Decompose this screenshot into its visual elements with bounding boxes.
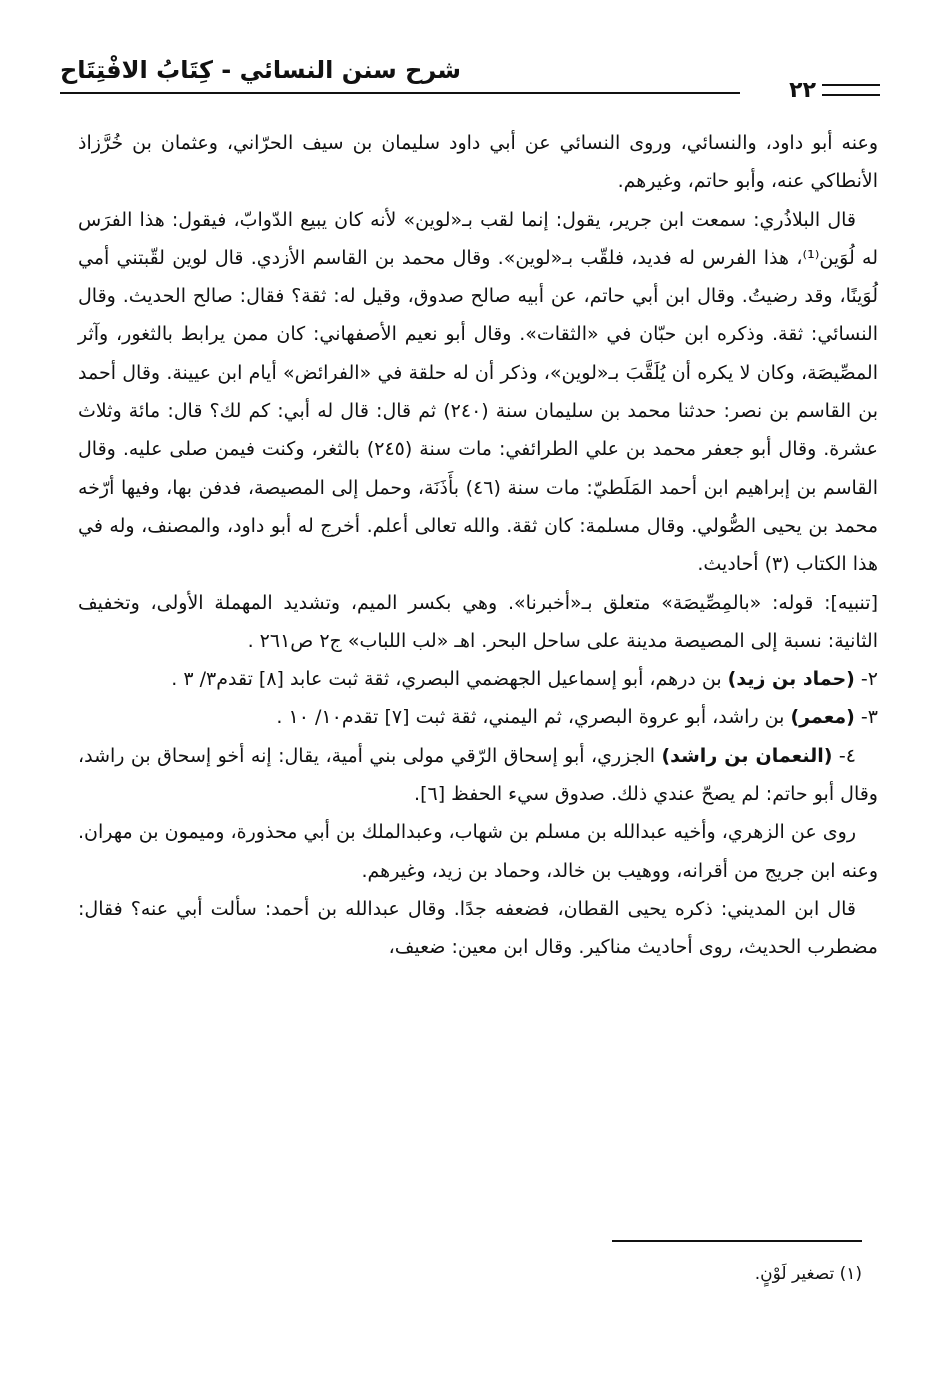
narrator-name: (حماد بن زيد) (727, 668, 855, 691)
entry-number: ٢- (854, 668, 878, 691)
entry-number: ٣- (854, 706, 878, 729)
paragraph-narrator-3 (78, 698, 878, 736)
page-number-rule-bottom (822, 94, 880, 96)
paragraph-narrator-4 (78, 737, 878, 814)
page-number: ٢٢ (789, 78, 816, 103)
entry-number: ٤- (832, 744, 856, 767)
main-text (78, 124, 878, 967)
page-number-rule-top (822, 84, 880, 86)
paragraph-biography: قال البلاذُري: سمعت ابن جرير، يقول: إنما لقب بـ«لوين» لأنه كان يبيع الدّوابّ، فيقول: هذا الفرَس له لُوَين⁽¹⁾، هذا الفرس له فديد، فلقّب بـ«لوين». وقال محمد بن القاسم الأزدي. قال لوين لقّبتني أمي لُوَينًا، وقد رضيتُ. وقال ابن أبي حاتم، عن أبيه صالح صدوق، وقيل له: ثقة؟ فقال: صالح الحديث. وقال النسائي: ثقة. وذكره ابن حبّان في «الثقات». وقال أبو نعيم الأصفهاني: كان ممن يرابط بالثغور، وآثر المصِّيصَة، وكان لا يكره أن يُلَقَّبَ بـ«لوين»، وذكر أن له حلقة في «الفرائض» أيام ابن عيينة. وقال أحمد بن القاسم بن نصر: حدثنا محمد بن سليمان سنة (٢٤٠) ثم قال: قال له أبي: كم لك؟ قال: مائة وثلاث عشرة. وقال أبو جعفر محمد بن علي الطرائفي: مات سنة (٢٤٥) بالثغر، وكنت فيمن صلى عليه. وقال القاسم بن إبراهيم ابن أحمد المَلَطيّ: مات سنة (٤٦) بأَذَنَة، وحمل إلى المصيصة، فدفن بها، وفيها أرّخه محمد بن يحيى الصُّولي. وقال مسلمة: كان ثقة. والله تعالى أعلم. أخرج له أبو داود، والمصنف، وله في هذا الكتاب (٣) أحاديث. (78, 208, 878, 576)
footnote-rule (612, 1240, 862, 1242)
page-header (60, 52, 880, 112)
paragraph-narrators: وعنه أبو داود، والنسائي، وروى النسائي عن أبي داود سليمان بن سيف الحرّاني، وعثمان بن خُرَّزاذ الأنطاكي عنه، وأبو حاتم، وغيرهم. (78, 132, 878, 193)
entry-text: بن راشد، أبو عروة البصري، ثم اليمني، ثقة ثبت [٧] تقدم١٠/ ١٠ . (276, 706, 791, 729)
entry-text: بن درهم، أبو إسماعيل الجهضمي البصري، ثقة ثبت عابد [٨] تقدم٣/ ٣ . (171, 668, 728, 691)
entry-text: الجزري، أبو إسحاق الرّقي مولى بني أمية، يقال: إنه أخو إسحاق بن راشد، وقال أبو حاتم: لم يصحّ عندي ذلك. صدوق سيء الحفظ [٦]. (78, 744, 878, 806)
narrator-name: (معمر) (790, 706, 855, 729)
narrator-name: (النعمان بن راشد) (661, 744, 833, 767)
header-rule (60, 92, 740, 94)
paragraph-transmitters: روى عن الزهري، وأخيه عبدالله بن مسلم بن شهاب، وعبدالملك بن أبي محذورة، وميمون بن مهران. وعنه ابن جريج من أقرانه، ووهيب بن خالد، وحماد بن زيد، وغيرهم. (78, 821, 878, 882)
paragraph-criticism: قال ابن المديني: ذكره يحيى القطان، فضعفه جدًا. وقال عبدالله بن أحمد: سألت أبي عنه؟ فقال: مضطرب الحديث، روى أحاديث مناكير. وقال ابن معين: ضعيف، (78, 897, 878, 959)
paragraph-narrator-2 (78, 660, 878, 698)
running-title: شرح سنن النسائي - كِتَابُ الافْتِتَاح (60, 56, 461, 84)
footnote: (١) تصغير لَوْنٍ. (754, 1264, 862, 1284)
paragraph-note: [تنبيه]: قوله: «بالمِصِّيصَة» متعلق بـ«أخبرنا». وهي بكسر الميم، وتشديد المهملة الأولى، وتخفيف الثانية: نسبة إلى المصيصة مدينة على ساحل البحر. اهـ «لب اللباب» ج٢ ص٢٦١ . (78, 591, 878, 652)
